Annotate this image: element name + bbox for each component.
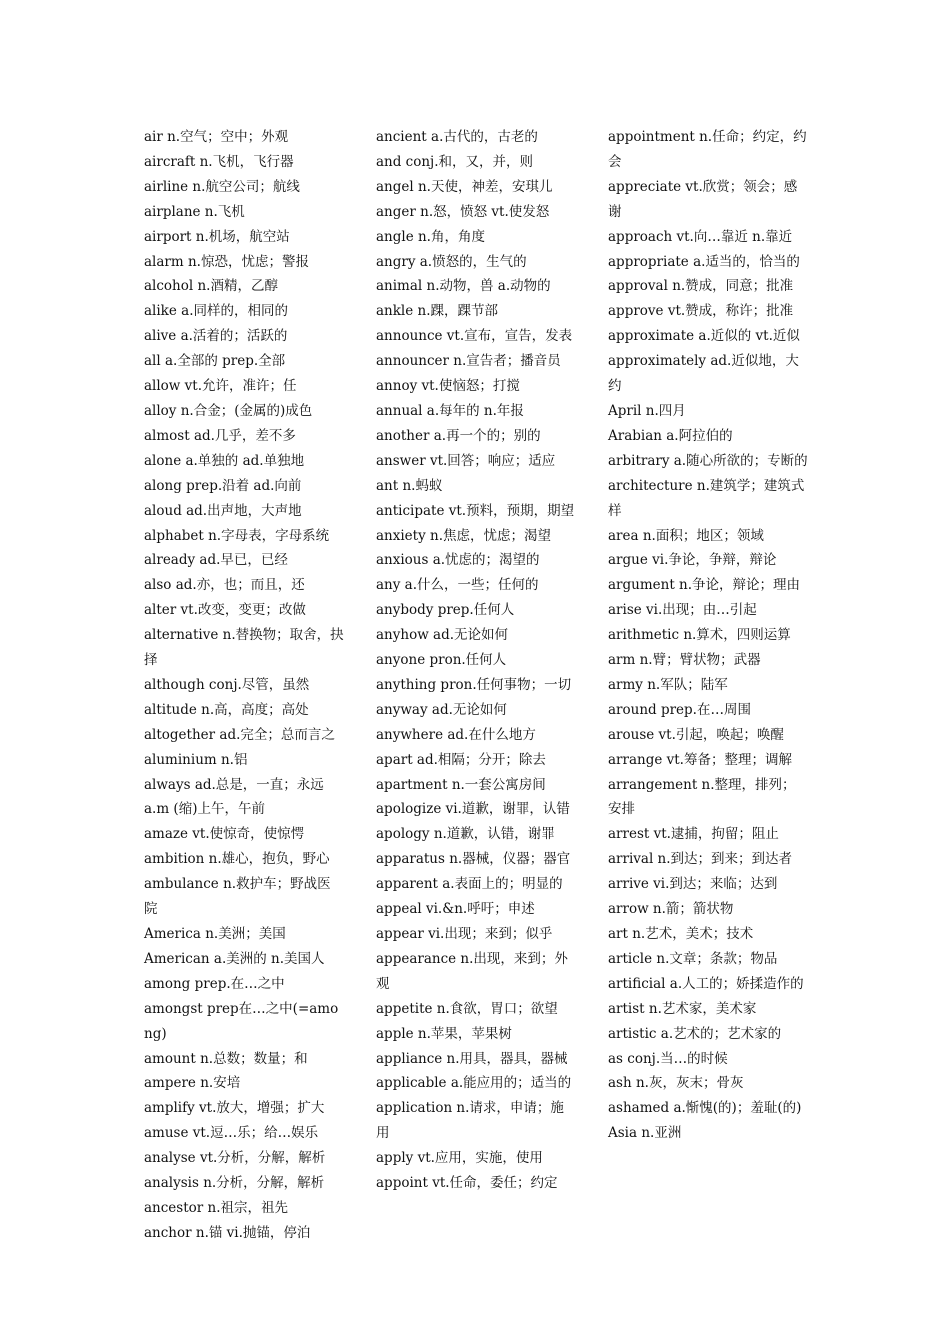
vocab-entry: appointment n.任命；约定，约会 — [608, 129, 807, 170]
vocab-entry: alcohol n.酒精，乙醇 — [144, 278, 278, 295]
vocab-entry: amaze vt.使惊奇，使惊愕 — [144, 826, 305, 843]
vocab-entry: alone a.单独的 ad.单独地 — [144, 452, 305, 469]
vocab-entry: apple n.苹果，苹果树 — [376, 1025, 512, 1042]
vocab-entry: artistic a.艺术的；艺术家的 — [608, 1025, 782, 1042]
vocab-entry: always ad.总是，一直；永远 — [144, 776, 324, 793]
vocab-entry: arrest vt.逮捕，拘留；阻止 — [608, 826, 779, 843]
vocab-entry: altogether ad.完全；总而言之 — [144, 726, 335, 743]
vocab-entry: appoint vt.任命，委任；约定 — [376, 1175, 558, 1192]
vocab-entry: animal n.动物，兽 a.动物的 — [376, 278, 551, 295]
vocab-entry: architecture n.建筑学；建筑式样 — [608, 477, 805, 519]
vocab-entry: arm n.臂；臂状物；武器 — [608, 652, 761, 669]
vocab-entry: anybody prep.任何人 — [376, 602, 515, 619]
vocab-entry: angle n.角，角度 — [376, 228, 485, 245]
vocab-entry: arouse vt.引起，唤起；唤醒 — [608, 726, 784, 743]
vocab-entry: anger n.怒，愤怒 vt.使发怒 — [376, 203, 550, 220]
vocab-entry: Asia n.亚洲 — [608, 1125, 682, 1142]
vocab-entry: anyone pron.任何人 — [376, 652, 507, 669]
vocab-entry: announce vt.宣布，宣告，发表 — [376, 328, 573, 345]
vocab-entry: altitude n.高，高度；高处 — [144, 701, 309, 718]
vocab-entry: airline n.航空公司；航线 — [144, 178, 300, 195]
vocab-entry: April n.四月 — [608, 402, 686, 419]
vocab-entry: airplane n.飞机 — [144, 203, 245, 220]
vocab-entry: argument n.争论，辩论；理由 — [608, 577, 801, 594]
vocab-entry: ash n.灰，灰末；骨灰 — [608, 1075, 744, 1092]
vocab-entry: article n.文章；条款；物品 — [608, 950, 778, 967]
vocab-entry: along prep.沿着 ad.向前 — [144, 477, 302, 494]
vocab-entry: also ad.亦，也；而且，还 — [144, 577, 305, 594]
vocab-entry: ashamed a.惭愧(的)；羞耻(的) — [608, 1100, 802, 1117]
vocab-entry: approval n.赞成，同意；批准 — [608, 278, 794, 295]
vocab-entry: area n.面积；地区；领域 — [608, 527, 764, 544]
vocab-entry: application n.请求，申请；施用 — [376, 1100, 564, 1142]
vocab-entry: airport n.机场，航空站 — [144, 228, 290, 245]
vocab-entry: America n.美洲；美国 — [144, 926, 286, 942]
vocab-entry: alive a.活着的；活跃的 — [144, 328, 288, 345]
vocab-entry: ambition n.雄心，抱负，野心 — [144, 851, 330, 868]
vocab-entry: apologize vi.道歉，谢罪，认错 — [376, 801, 570, 818]
vocab-entry: as conj.当…的时候 — [608, 1050, 728, 1067]
vocab-entry: amount n.总数；数量；和 — [144, 1050, 308, 1067]
vocab-entry: alarm n.惊恐，忧虑；警报 — [144, 253, 309, 270]
column-1 — [144, 125, 344, 1246]
vocab-entry: approximate a.近似的 vt.近似 — [608, 328, 800, 345]
vocab-entry: a.m (缩)上午，午前 — [144, 801, 265, 818]
vocab-entry: apply vt.应用，实施，使用 — [376, 1150, 543, 1167]
vocab-entry: arise vi.出现；由…引起 — [608, 602, 757, 619]
vocab-entry: ant n.蚂蚁 — [376, 477, 443, 494]
vocab-entry: alike a.同样的，相同的 — [144, 303, 288, 320]
vocab-entry: arbitrary a.随心所欲的；专断的 — [608, 452, 808, 469]
vocab-entry: angry a.愤怒的，生气的 — [376, 253, 527, 270]
vocab-entry: arithmetic n.算术，四则运算 — [608, 627, 791, 644]
vocab-entry: ankle n.踝，踝节部 — [376, 303, 499, 320]
vocab-entry: arrangement n.整理，排列；安排 — [608, 776, 796, 818]
vocab-entry: appropriate a.适当的，恰当的 — [608, 253, 800, 270]
vocab-entry: anyway ad.无论如何 — [376, 701, 507, 718]
vocab-entry: arrive vi.到达；来临；达到 — [608, 876, 778, 893]
vocab-entry: allow vt.允许，准许；任 — [144, 378, 297, 395]
vocab-entry: aluminium n.铝 — [144, 751, 248, 768]
vocab-entry: approximately ad.近似地，大约 — [608, 353, 799, 395]
vocab-entry: anxious a.忧虑的；渴望的 — [376, 552, 540, 569]
vocab-entry: answer vt.回答；响应；适应 — [376, 452, 556, 469]
vocab-entry: ancient a.古代的，古老的 — [376, 129, 538, 145]
vocab-entry: anxiety n.焦虑，忧虑；渴望 — [376, 527, 551, 544]
vocab-entry: anchor n.锚 vi.抛锚，停泊 — [144, 1224, 311, 1241]
vocab-entry: angel n.天使，神差，安琪儿 — [376, 178, 553, 195]
vocab-entry: apart ad.相隔；分开；除去 — [376, 751, 546, 768]
vocab-entry: arrow n.箭；箭状物 — [608, 901, 734, 918]
vocab-entry: ambulance n.救护车；野战医院 — [144, 876, 331, 918]
vocab-entry: art n.艺术，美术；技术 — [608, 926, 754, 942]
vocab-entry: appeal vi.&n.呼吁；申述 — [376, 901, 535, 918]
vocab-entry: almost ad.几乎，差不多 — [144, 427, 296, 444]
vocab-entry: appliance n.用具，器具，器械 — [376, 1050, 568, 1067]
vocab-entry: already ad.早已，已经 — [144, 552, 288, 569]
vocab-entry: apology n.道歉，认错，谢罪 — [376, 826, 555, 843]
vocab-entry: aloud ad.出声地，大声地 — [144, 502, 302, 519]
vocab-entry: annual a.每年的 n.年报 — [376, 402, 524, 419]
vocab-entry: analysis n.分析，分解，解析 — [144, 1175, 325, 1192]
vocab-entry: annoy vt.使恼怒；打搅 — [376, 378, 520, 395]
vocab-entry: announcer n.宣告者；播音员 — [376, 353, 561, 370]
vocab-entry: alternative n.替换物；取舍，抉择 — [144, 627, 344, 669]
vocab-entry: artist n.艺术家，美术家 — [608, 1000, 757, 1017]
vocab-entry: argue vi.争论，争辩，辩论 — [608, 552, 777, 569]
vocab-entry: anticipate vt.预料，预期，期望 — [376, 502, 575, 519]
vocab-entry: alloy n.合金；(金属的)成色 — [144, 402, 313, 419]
vocab-entry: anything pron.任何事物；一切 — [376, 676, 572, 693]
vocab-entry: although conj.尽管，虽然 — [144, 676, 310, 693]
vocab-entry: army n.军队；陆军 — [608, 676, 728, 693]
vocab-entry: and conj.和，又，并，则 — [376, 153, 534, 170]
vocab-entry: alphabet n.字母表，字母系统 — [144, 527, 330, 544]
vocab-entry: all a.全部的 prep.全部 — [144, 353, 286, 370]
vocab-entry: apartment n.一套公寓房间 — [376, 776, 546, 793]
vocab-entry: apparatus n.器械，仪器；器官 — [376, 851, 571, 868]
vocab-entry: apparent a.表面上的；明显的 — [376, 876, 563, 893]
vocab-entry: amuse vt.逗…乐；给…娱乐 — [144, 1125, 319, 1142]
vocab-entry: Arabian a.阿拉伯的 — [608, 427, 733, 444]
vocab-entry: analyse vt.分析，分解，解析 — [144, 1150, 326, 1167]
vocab-entry: appearance n.出现，来到；外观 — [376, 950, 568, 992]
vocab-entry: approach vt.向…靠近 n.靠近 — [608, 228, 793, 245]
vocab-entry: arrival n.到达；到来；到达者 — [608, 851, 793, 868]
vocab-entry: anywhere ad.在什么地方 — [376, 726, 536, 743]
vocab-entry: artificial a.人工的；娇揉造作的 — [608, 975, 804, 992]
vocab-entry: appetite n.食欲，胃口；欲望 — [376, 1000, 558, 1017]
vocab-entry: alter vt.改变，变更；改做 — [144, 602, 306, 619]
vocab-entry: approve vt.赞成，称许；批准 — [608, 303, 794, 320]
vocab-entry: aircraft n.飞机，飞行器 — [144, 153, 294, 170]
vocab-entry: applicable a.能应用的；适当的 — [376, 1075, 572, 1092]
vocab-entry: any a.什么，一些；任何的 — [376, 577, 539, 594]
vocab-entry: another a.再一个的；别的 — [376, 427, 541, 444]
vocab-entry: amongst prep在…之中(=among) — [144, 1000, 339, 1042]
vocab-entry: around prep.在…周围 — [608, 701, 751, 718]
vocab-entry: anyhow ad.无论如何 — [376, 627, 509, 644]
vocab-entry: among prep.在…之中 — [144, 975, 285, 992]
vocab-entry: American a.美洲的 n.美国人 — [144, 950, 325, 967]
vocab-entry: amplify vt.放大，增强；扩大 — [144, 1100, 325, 1117]
vocab-entry: ancestor n.祖宗，祖先 — [144, 1199, 289, 1216]
vocab-entry: appreciate vt.欣赏；领会；感谢 — [608, 178, 798, 220]
vocab-entry: arrange vt.筹备；整理；调解 — [608, 751, 792, 768]
column-2 — [376, 125, 576, 1196]
vocab-entry: air n.空气；空中；外观 — [144, 129, 289, 145]
vocab-entry: appear vi.出现；来到；似乎 — [376, 926, 553, 942]
vocab-entry: ampere n.安培 — [144, 1075, 241, 1092]
column-3 — [608, 125, 808, 1146]
